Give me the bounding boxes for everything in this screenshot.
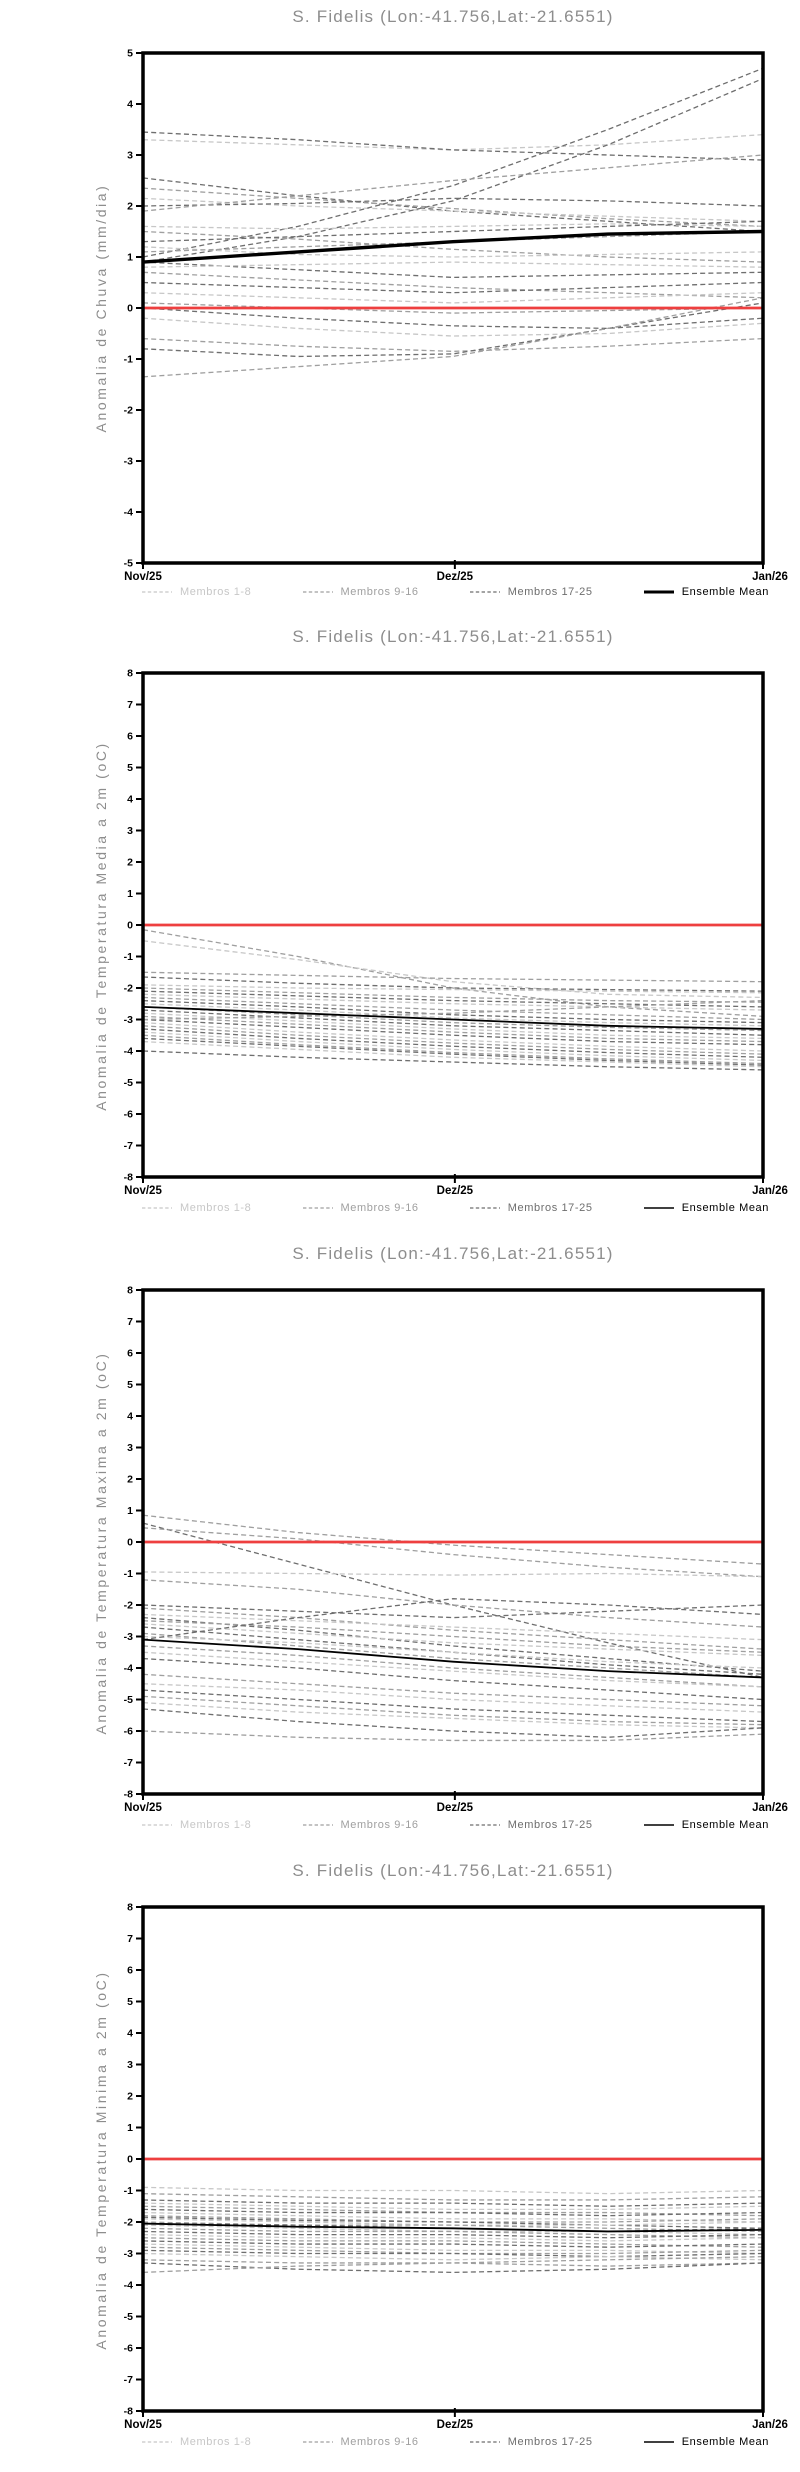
svg-text:-2: -2 — [123, 1599, 133, 1612]
svg-text:-1: -1 — [123, 2185, 133, 2198]
svg-text:7: 7 — [127, 699, 133, 712]
svg-text:0: 0 — [127, 2153, 133, 2166]
svg-text:3: 3 — [127, 1442, 133, 1455]
mean-line-swatch-icon — [643, 588, 675, 596]
svg-text:-5: -5 — [123, 1694, 133, 1707]
rain-anomaly-chart — [0, 0, 800, 618]
svg-text:-7: -7 — [123, 1757, 133, 1770]
member-line-swatch-icon — [141, 2438, 173, 2446]
mean-line-swatch-icon — [643, 1821, 675, 1829]
max-temperature-anomaly-chart — [0, 1237, 800, 1855]
member-line-swatch-icon — [302, 2438, 334, 2446]
legend-label: Membros 9-16 — [340, 2436, 419, 2448]
plot-area — [0, 620, 800, 1238]
y-axis-label: Anomalia de Temperatura Maxima a 2m (oC) — [93, 1351, 109, 1735]
svg-text:Dez/25: Dez/25 — [436, 2419, 474, 2431]
member-line-swatch-icon — [302, 1204, 334, 1212]
member-line-swatch-icon — [469, 1204, 501, 1212]
y-axis-ticks — [124, 1285, 143, 1801]
svg-text:1: 1 — [127, 251, 133, 264]
y-axis-label: Anomalia de Temperatura Minima a 2m (oC) — [93, 1970, 109, 2350]
legend-label: Ensemble Mean — [681, 586, 769, 598]
legend-item — [643, 1819, 769, 1831]
svg-text:Nov/25: Nov/25 — [124, 571, 162, 583]
svg-text:Jan/26: Jan/26 — [752, 2419, 788, 2431]
member-line-swatch-icon — [469, 1821, 501, 1829]
ensemble-member-lines — [143, 68, 763, 377]
svg-text:2: 2 — [127, 200, 133, 213]
legend-label: Membros 17-25 — [507, 586, 593, 598]
legend-item — [469, 2436, 593, 2448]
legend-label: Membros 17-25 — [507, 2436, 593, 2448]
y-axis-ticks — [124, 668, 143, 1184]
svg-text:2: 2 — [127, 1473, 133, 1486]
legend-item — [643, 586, 769, 598]
y-axis-label: Anomalia de Temperatura Media a 2m (oC) — [93, 741, 109, 1111]
svg-text:1: 1 — [127, 888, 133, 901]
ensemble-member-lines — [143, 930, 763, 1070]
member-line-swatch-icon — [302, 588, 334, 596]
legend — [141, 2436, 769, 2448]
svg-text:Nov/25: Nov/25 — [124, 2419, 162, 2431]
ensemble-member-lines — [143, 2187, 763, 2272]
legend — [141, 586, 769, 598]
svg-text:-3: -3 — [123, 455, 133, 468]
svg-text:-8: -8 — [123, 1171, 133, 1184]
svg-text:3: 3 — [127, 149, 133, 162]
svg-text:0: 0 — [127, 919, 133, 932]
legend-label: Membros 17-25 — [507, 1819, 593, 1831]
member-line-swatch-icon — [141, 1204, 173, 1212]
svg-text:-1: -1 — [123, 1568, 133, 1581]
svg-text:-1: -1 — [123, 951, 133, 964]
svg-text:5: 5 — [127, 1996, 133, 2009]
legend-item — [643, 1202, 769, 1214]
legend-label: Ensemble Mean — [681, 2436, 769, 2448]
svg-text:-6: -6 — [123, 1725, 133, 1738]
legend-item — [302, 586, 419, 598]
svg-text:-1: -1 — [123, 353, 133, 366]
svg-text:-6: -6 — [123, 2342, 133, 2355]
legend-item — [302, 1202, 419, 1214]
svg-text:Jan/26: Jan/26 — [752, 571, 788, 583]
legend-item — [469, 1202, 593, 1214]
mean-temperature-anomaly-chart — [0, 620, 800, 1238]
member-line-swatch-icon — [141, 588, 173, 596]
svg-text:8: 8 — [127, 667, 133, 680]
y-axis-ticks — [124, 48, 143, 570]
legend-label: Ensemble Mean — [681, 1202, 769, 1214]
member-line-swatch-icon — [469, 2438, 501, 2446]
svg-text:3: 3 — [127, 825, 133, 838]
svg-text:5: 5 — [127, 762, 133, 775]
svg-text:3: 3 — [127, 2059, 133, 2072]
svg-text:-2: -2 — [123, 404, 133, 417]
legend-item — [141, 2436, 251, 2448]
chart-title: S. Fidelis (Lon:-41.756,Lat:-21.6551) — [292, 1244, 614, 1263]
svg-text:-4: -4 — [123, 1662, 133, 1675]
svg-text:-3: -3 — [123, 1014, 133, 1027]
svg-text:1: 1 — [127, 2122, 133, 2135]
legend-item — [141, 1202, 251, 1214]
legend-label: Membros 1-8 — [180, 1819, 252, 1831]
svg-text:Nov/25: Nov/25 — [124, 1802, 162, 1814]
chart-title: S. Fidelis (Lon:-41.756,Lat:-21.6551) — [292, 627, 614, 646]
svg-text:-7: -7 — [123, 2374, 133, 2387]
svg-text:-4: -4 — [123, 1045, 133, 1058]
member-line-swatch-icon — [302, 1821, 334, 1829]
plot-area — [0, 1854, 800, 2472]
mean-line-swatch-icon — [643, 1204, 675, 1212]
svg-text:-5: -5 — [123, 557, 133, 570]
y-axis-label: Anomalia de Chuva (mm/dia) — [93, 183, 109, 433]
legend-label: Membros 9-16 — [340, 1202, 419, 1214]
legend — [141, 1819, 769, 1831]
svg-text:4: 4 — [127, 2027, 133, 2040]
chart-title: S. Fidelis (Lon:-41.756,Lat:-21.6551) — [292, 7, 614, 26]
min-temperature-anomaly-chart — [0, 1854, 800, 2472]
ensemble-member-lines — [143, 1515, 763, 1740]
svg-text:-2: -2 — [123, 982, 133, 995]
svg-text:0: 0 — [127, 1536, 133, 1549]
legend-label: Membros 9-16 — [340, 1819, 419, 1831]
svg-text:Jan/26: Jan/26 — [752, 1802, 788, 1814]
svg-text:5: 5 — [127, 1379, 133, 1392]
legend-item — [302, 2436, 419, 2448]
member-line-swatch-icon — [141, 1821, 173, 1829]
svg-text:4: 4 — [127, 1410, 133, 1423]
svg-text:6: 6 — [127, 1964, 133, 1977]
svg-text:4: 4 — [127, 793, 133, 806]
legend-item — [469, 586, 593, 598]
svg-text:Nov/25: Nov/25 — [124, 1185, 162, 1197]
plot-area — [0, 1237, 800, 1855]
legend-label: Membros 1-8 — [180, 1202, 252, 1214]
svg-text:-8: -8 — [123, 1788, 133, 1801]
legend-item — [643, 2436, 769, 2448]
svg-text:-8: -8 — [123, 2405, 133, 2418]
svg-text:Dez/25: Dez/25 — [436, 571, 474, 583]
svg-text:-5: -5 — [123, 1077, 133, 1090]
svg-text:Jan/26: Jan/26 — [752, 1185, 788, 1197]
mean-line-swatch-icon — [643, 2438, 675, 2446]
svg-text:5: 5 — [127, 47, 133, 60]
svg-text:8: 8 — [127, 1901, 133, 1914]
y-axis-ticks — [124, 1902, 143, 2418]
chart-title: S. Fidelis (Lon:-41.756,Lat:-21.6551) — [292, 1861, 614, 1880]
member-line-swatch-icon — [469, 588, 501, 596]
svg-text:2: 2 — [127, 856, 133, 869]
svg-text:-5: -5 — [123, 2311, 133, 2324]
legend-label: Membros 1-8 — [180, 2436, 252, 2448]
legend-item — [141, 586, 251, 598]
svg-text:-6: -6 — [123, 1108, 133, 1121]
svg-text:Dez/25: Dez/25 — [436, 1802, 474, 1814]
svg-text:-4: -4 — [123, 506, 133, 519]
svg-text:-7: -7 — [123, 1140, 133, 1153]
svg-text:7: 7 — [127, 1933, 133, 1946]
svg-text:1: 1 — [127, 1505, 133, 1518]
legend-label: Ensemble Mean — [681, 1819, 769, 1831]
legend-item — [141, 1819, 251, 1831]
svg-text:-4: -4 — [123, 2279, 133, 2292]
svg-text:0: 0 — [127, 302, 133, 315]
plot-area — [0, 0, 800, 618]
svg-text:4: 4 — [127, 98, 133, 111]
svg-text:-2: -2 — [123, 2216, 133, 2229]
svg-text:Dez/25: Dez/25 — [436, 1185, 474, 1197]
legend-label: Membros 9-16 — [340, 586, 419, 598]
svg-text:8: 8 — [127, 1284, 133, 1297]
legend-label: Membros 1-8 — [180, 586, 252, 598]
legend — [141, 1202, 769, 1214]
legend-label: Membros 17-25 — [507, 1202, 593, 1214]
legend-item — [302, 1819, 419, 1831]
svg-text:-3: -3 — [123, 1631, 133, 1644]
svg-text:-3: -3 — [123, 2248, 133, 2261]
svg-text:7: 7 — [127, 1316, 133, 1329]
legend-item — [469, 1819, 593, 1831]
svg-text:6: 6 — [127, 730, 133, 743]
svg-text:6: 6 — [127, 1347, 133, 1360]
svg-text:2: 2 — [127, 2090, 133, 2103]
